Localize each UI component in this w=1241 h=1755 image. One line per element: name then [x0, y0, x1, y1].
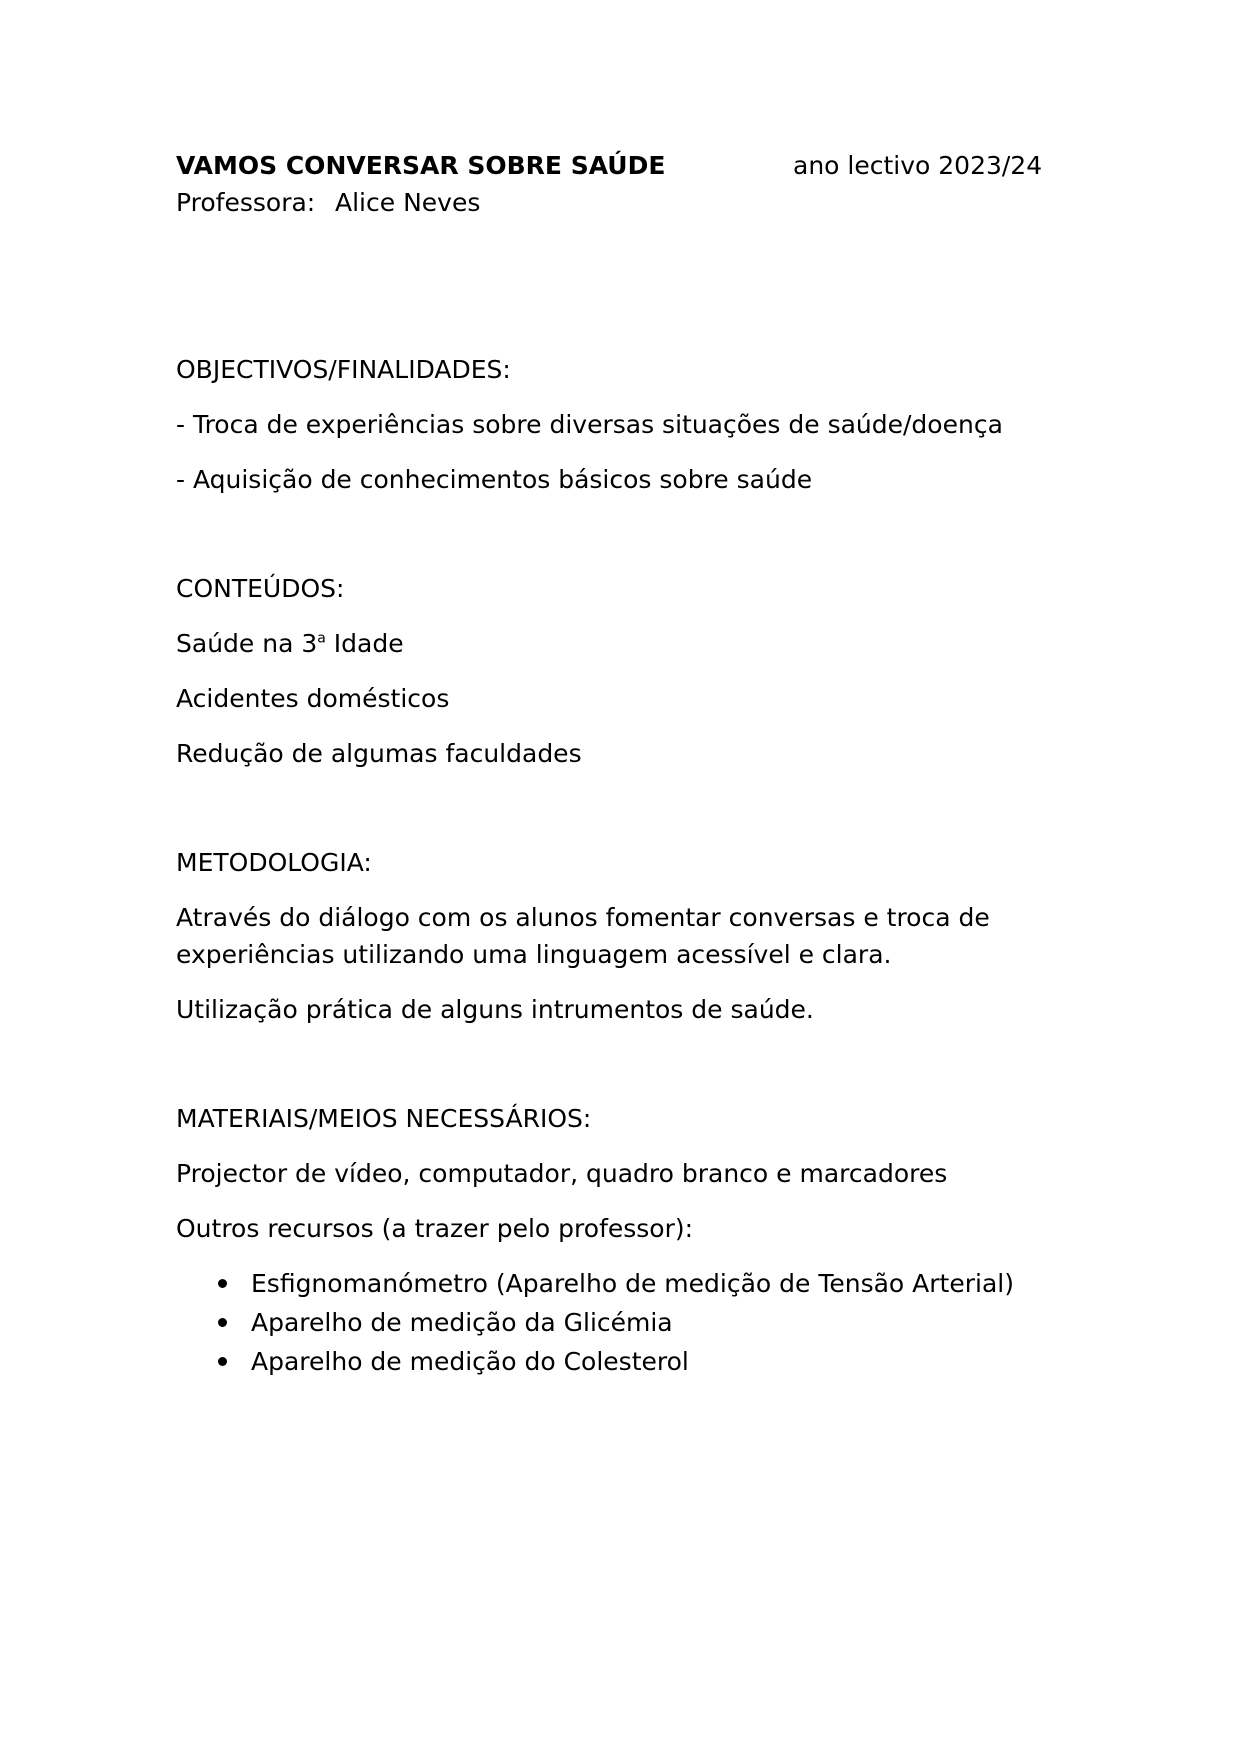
bullet-icon: [218, 1357, 227, 1366]
page-title: VAMOS CONVERSAR SOBRE SAÚDE: [176, 151, 666, 180]
materials-line: Projector de vídeo, computador, quadro branco e marcadores: [176, 1159, 948, 1188]
list-item: Esfignomanómetro (Aparelho de medição de Tensão Arterial): [251, 1269, 1014, 1298]
content-item-text: Saúde na 3: [176, 629, 318, 658]
school-year: ano lectivo 2023/24: [793, 151, 1043, 180]
bullet-icon: [218, 1279, 227, 1288]
list-item: Aparelho de medição do Colesterol: [251, 1347, 689, 1376]
objective-item: - Aquisição de conhecimentos básicos sobre saúde: [176, 465, 813, 494]
objectives-heading: OBJECTIVOS/FINALIDADES:: [176, 355, 511, 384]
teacher-name: Alice Neves: [335, 188, 481, 217]
methodology-heading: METODOLOGIA:: [176, 848, 372, 877]
methodology-paragraph: Utilização prática de alguns intrumentos de saúde.: [176, 995, 814, 1024]
content-item: Acidentes domésticos: [176, 684, 450, 713]
content-item: [176, 626, 404, 662]
content-item: Redução de algumas faculdades: [176, 739, 582, 768]
content-item-text: Idade: [325, 629, 404, 658]
teacher-label: Professora:: [176, 188, 316, 217]
methodology-paragraph-line: experiências utilizando uma linguagem acessível e clara.: [176, 940, 892, 969]
materials-heading: MATERIAIS/MEIOS NECESSÁRIOS:: [176, 1104, 592, 1133]
contents-heading: CONTEÚDOS:: [176, 574, 345, 603]
materials-line: Outros recursos (a trazer pelo professor):: [176, 1214, 694, 1243]
list-item: Aparelho de medição da Glicémia: [251, 1308, 673, 1337]
ordinal-superscript: a: [317, 630, 326, 647]
bullet-icon: [218, 1318, 227, 1327]
methodology-paragraph-line: Através do diálogo com os alunos fomentar conversas e troca de: [176, 903, 990, 932]
objective-item: - Troca de experiências sobre diversas situações de saúde/doença: [176, 410, 1003, 439]
